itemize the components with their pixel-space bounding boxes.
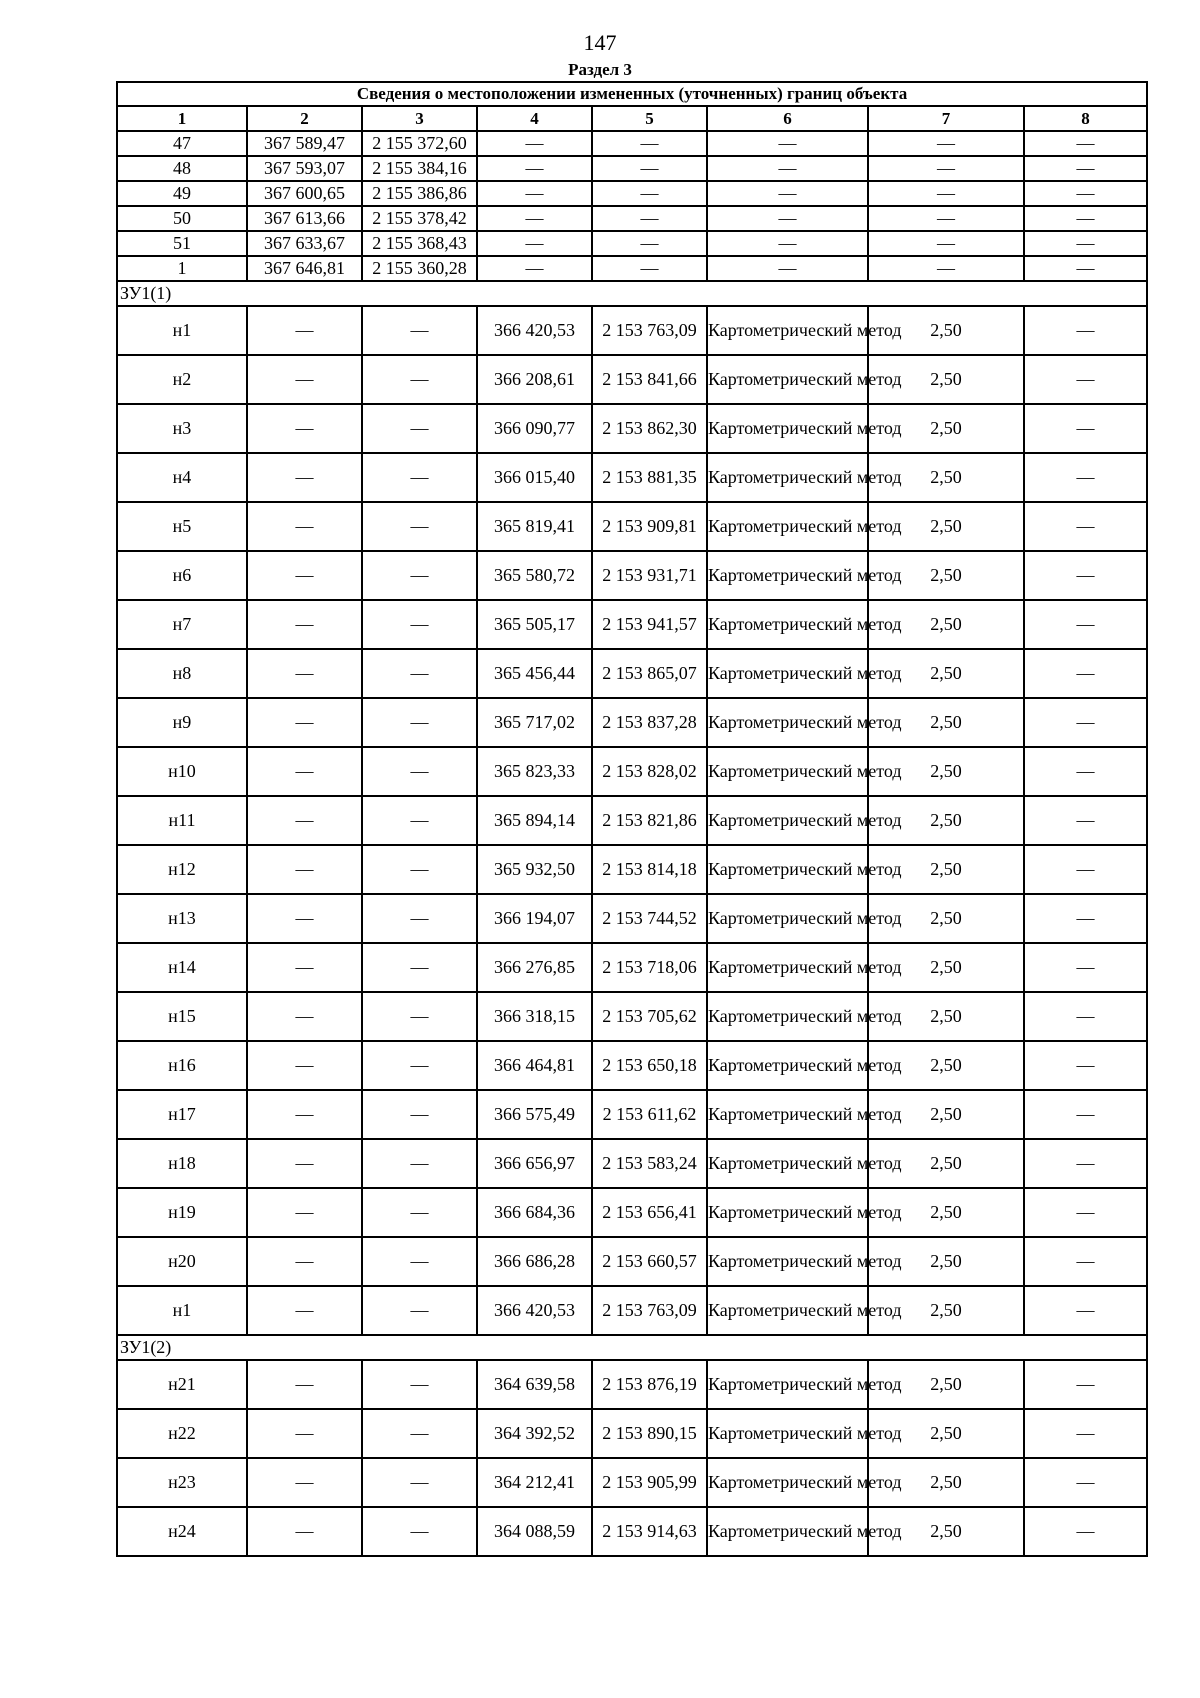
existing-x-cell: — — [247, 698, 362, 747]
new-y-cell: 2 153 763,09 — [592, 1286, 707, 1335]
determination-method-cell: Картометрический метод — [707, 502, 868, 551]
new-x-cell: 366 575,49 — [477, 1090, 592, 1139]
column-number: 8 — [1024, 106, 1147, 131]
table-row — [117, 1507, 1147, 1556]
existing-y-cell: — — [362, 1360, 477, 1409]
existing-x-cell: — — [247, 1237, 362, 1286]
new-x-cell: 365 580,72 — [477, 551, 592, 600]
existing-y-cell: — — [362, 551, 477, 600]
new-x-cell: 365 819,41 — [477, 502, 592, 551]
table-row — [117, 231, 1147, 256]
existing-x-cell: — — [247, 1090, 362, 1139]
existing-y-cell: — — [362, 747, 477, 796]
description-cell: — — [1024, 698, 1147, 747]
accuracy-cell: 2,50 — [868, 796, 1024, 845]
existing-y-cell: — — [362, 1041, 477, 1090]
description-cell: — — [1024, 231, 1147, 256]
existing-y-cell: — — [362, 1139, 477, 1188]
accuracy-cell: 2,50 — [868, 943, 1024, 992]
section-title: Раздел 3 — [568, 60, 632, 79]
point-number-cell: н16 — [117, 1041, 247, 1090]
table-row — [117, 181, 1147, 206]
existing-y-cell: — — [362, 453, 477, 502]
determination-method-cell: Картометрический метод — [707, 404, 868, 453]
table-row — [117, 156, 1147, 181]
point-number-cell: 51 — [117, 231, 247, 256]
determination-method-cell: Картометрический метод — [707, 698, 868, 747]
description-cell: — — [1024, 551, 1147, 600]
existing-x-cell: — — [247, 943, 362, 992]
accuracy-cell: 2,50 — [868, 894, 1024, 943]
description-cell: — — [1024, 943, 1147, 992]
existing-y-cell: — — [362, 306, 477, 355]
table-row — [117, 404, 1147, 453]
existing-x-cell: — — [247, 1286, 362, 1335]
existing-y-cell: 2 155 378,42 — [362, 206, 477, 231]
accuracy-cell: 2,50 — [868, 1286, 1024, 1335]
new-y-cell: — — [592, 156, 707, 181]
existing-x-cell: — — [247, 404, 362, 453]
determination-method-cell: Картометрический метод — [707, 1458, 868, 1507]
point-number-cell: 1 — [117, 256, 247, 281]
determination-method-cell: Картометрический метод — [707, 747, 868, 796]
description-cell: — — [1024, 1188, 1147, 1237]
new-y-cell: — — [592, 231, 707, 256]
table-row — [117, 943, 1147, 992]
table-row — [117, 453, 1147, 502]
new-y-cell: 2 153 931,71 — [592, 551, 707, 600]
new-y-cell: 2 153 914,63 — [592, 1507, 707, 1556]
new-x-cell: 365 823,33 — [477, 747, 592, 796]
existing-y-cell: 2 155 368,43 — [362, 231, 477, 256]
description-cell: — — [1024, 206, 1147, 231]
determination-method-cell: Картометрический метод — [707, 551, 868, 600]
table-row — [117, 1090, 1147, 1139]
new-y-cell: 2 153 656,41 — [592, 1188, 707, 1237]
new-y-cell: 2 153 660,57 — [592, 1237, 707, 1286]
new-x-cell: 365 717,02 — [477, 698, 592, 747]
existing-x-cell: 367 589,47 — [247, 131, 362, 156]
table-body — [117, 82, 1147, 1556]
point-number-cell: н8 — [117, 649, 247, 698]
group-row — [117, 1335, 1147, 1360]
determination-method-cell: Картометрический метод — [707, 992, 868, 1041]
description-cell: — — [1024, 1458, 1147, 1507]
description-cell: — — [1024, 747, 1147, 796]
new-y-cell: 2 153 862,30 — [592, 404, 707, 453]
existing-x-cell: — — [247, 600, 362, 649]
point-number-cell: н23 — [117, 1458, 247, 1507]
new-x-cell: — — [477, 231, 592, 256]
new-x-cell: — — [477, 131, 592, 156]
accuracy-cell: — — [868, 231, 1024, 256]
description-cell: — — [1024, 404, 1147, 453]
new-x-cell: 365 505,17 — [477, 600, 592, 649]
determination-method-cell: Картометрический метод — [707, 1237, 868, 1286]
point-number-cell: н14 — [117, 943, 247, 992]
new-x-cell: 366 318,15 — [477, 992, 592, 1041]
new-y-cell: — — [592, 206, 707, 231]
new-y-cell: 2 153 744,52 — [592, 894, 707, 943]
existing-y-cell: 2 155 372,60 — [362, 131, 477, 156]
boundary-coordinates-table — [116, 81, 1148, 1557]
existing-x-cell: — — [247, 1139, 362, 1188]
point-number-cell: н4 — [117, 453, 247, 502]
determination-method-cell: Картометрический метод — [707, 1409, 868, 1458]
new-y-cell: 2 153 909,81 — [592, 502, 707, 551]
point-number-cell: н1 — [117, 306, 247, 355]
new-x-cell: 365 894,14 — [477, 796, 592, 845]
description-cell: — — [1024, 502, 1147, 551]
accuracy-cell: — — [868, 181, 1024, 206]
existing-x-cell: 367 600,65 — [247, 181, 362, 206]
new-x-cell: — — [477, 206, 592, 231]
existing-y-cell: — — [362, 796, 477, 845]
existing-y-cell: 2 155 360,28 — [362, 256, 477, 281]
accuracy-cell: — — [868, 256, 1024, 281]
point-number-cell: н6 — [117, 551, 247, 600]
existing-y-cell: — — [362, 1090, 477, 1139]
determination-method-cell: Картометрический метод — [707, 1188, 868, 1237]
existing-y-cell: — — [362, 1458, 477, 1507]
description-cell: — — [1024, 1041, 1147, 1090]
existing-y-cell: — — [362, 992, 477, 1041]
existing-x-cell: — — [247, 747, 362, 796]
accuracy-cell: 2,50 — [868, 747, 1024, 796]
new-y-cell: 2 153 650,18 — [592, 1041, 707, 1090]
table-row — [117, 1188, 1147, 1237]
existing-x-cell: — — [247, 551, 362, 600]
point-number-cell: н12 — [117, 845, 247, 894]
existing-x-cell: — — [247, 502, 362, 551]
existing-x-cell: — — [247, 453, 362, 502]
point-number-cell: н22 — [117, 1409, 247, 1458]
point-number-cell: 49 — [117, 181, 247, 206]
existing-x-cell: — — [247, 1409, 362, 1458]
determination-method-cell: — — [707, 181, 868, 206]
table-row — [117, 131, 1147, 156]
description-cell: — — [1024, 845, 1147, 894]
table-row — [117, 1360, 1147, 1409]
table-row — [117, 796, 1147, 845]
existing-y-cell: 2 155 386,86 — [362, 181, 477, 206]
existing-y-cell: — — [362, 1188, 477, 1237]
table-row — [117, 894, 1147, 943]
new-x-cell: 366 194,07 — [477, 894, 592, 943]
existing-y-cell: — — [362, 355, 477, 404]
point-number-cell: 50 — [117, 206, 247, 231]
new-x-cell: 366 420,53 — [477, 306, 592, 355]
description-cell: — — [1024, 894, 1147, 943]
new-y-cell: 2 153 837,28 — [592, 698, 707, 747]
group-row — [117, 281, 1147, 306]
accuracy-cell: 2,50 — [868, 1090, 1024, 1139]
existing-y-cell: — — [362, 894, 477, 943]
new-y-cell: 2 153 828,02 — [592, 747, 707, 796]
description-cell: — — [1024, 181, 1147, 206]
existing-y-cell: — — [362, 1507, 477, 1556]
table-row — [117, 1286, 1147, 1335]
point-number-cell: 48 — [117, 156, 247, 181]
point-number-cell: н5 — [117, 502, 247, 551]
accuracy-cell: 2,50 — [868, 698, 1024, 747]
accuracy-cell: — — [868, 156, 1024, 181]
table-row — [117, 1139, 1147, 1188]
point-number-cell: н20 — [117, 1237, 247, 1286]
accuracy-cell: — — [868, 131, 1024, 156]
description-cell: — — [1024, 1090, 1147, 1139]
group-label: ЗУ1(1) — [117, 281, 1147, 306]
table-row — [117, 1237, 1147, 1286]
new-y-cell: 2 153 865,07 — [592, 649, 707, 698]
new-y-cell: 2 153 705,62 — [592, 992, 707, 1041]
determination-method-cell: Картометрический метод — [707, 649, 868, 698]
point-number-cell: н1 — [117, 1286, 247, 1335]
table-row — [117, 1041, 1147, 1090]
description-cell: — — [1024, 131, 1147, 156]
existing-x-cell: — — [247, 355, 362, 404]
table-row — [117, 306, 1147, 355]
existing-x-cell: — — [247, 1188, 362, 1237]
new-x-cell: 366 276,85 — [477, 943, 592, 992]
description-cell: — — [1024, 355, 1147, 404]
table-row — [117, 1458, 1147, 1507]
new-x-cell: — — [477, 156, 592, 181]
accuracy-cell: 2,50 — [868, 600, 1024, 649]
accuracy-cell: 2,50 — [868, 1360, 1024, 1409]
table-row — [117, 355, 1147, 404]
new-x-cell: 364 639,58 — [477, 1360, 592, 1409]
new-x-cell: 366 090,77 — [477, 404, 592, 453]
description-cell: — — [1024, 992, 1147, 1041]
group-label: ЗУ1(2) — [117, 1335, 1147, 1360]
determination-method-cell: Картометрический метод — [707, 600, 868, 649]
existing-x-cell: — — [247, 1458, 362, 1507]
determination-method-cell: — — [707, 206, 868, 231]
existing-x-cell: — — [247, 1507, 362, 1556]
accuracy-cell: 2,50 — [868, 502, 1024, 551]
column-number: 1 — [117, 106, 247, 131]
existing-x-cell: — — [247, 796, 362, 845]
accuracy-cell: 2,50 — [868, 453, 1024, 502]
point-number-cell: н18 — [117, 1139, 247, 1188]
new-y-cell: 2 153 890,15 — [592, 1409, 707, 1458]
existing-y-cell: — — [362, 649, 477, 698]
existing-y-cell: 2 155 384,16 — [362, 156, 477, 181]
new-y-cell: 2 153 583,24 — [592, 1139, 707, 1188]
description-cell: — — [1024, 156, 1147, 181]
description-cell: — — [1024, 649, 1147, 698]
accuracy-cell: 2,50 — [868, 1409, 1024, 1458]
description-cell: — — [1024, 1360, 1147, 1409]
new-y-cell: 2 153 611,62 — [592, 1090, 707, 1139]
accuracy-cell: 2,50 — [868, 355, 1024, 404]
table-row — [117, 256, 1147, 281]
column-number-row — [117, 106, 1147, 131]
description-cell: — — [1024, 796, 1147, 845]
column-number: 5 — [592, 106, 707, 131]
new-x-cell: 366 686,28 — [477, 1237, 592, 1286]
determination-method-cell: Картометрический метод — [707, 1139, 868, 1188]
new-y-cell: 2 153 905,99 — [592, 1458, 707, 1507]
accuracy-cell: 2,50 — [868, 306, 1024, 355]
table-row — [117, 551, 1147, 600]
existing-y-cell: — — [362, 600, 477, 649]
description-cell: — — [1024, 453, 1147, 502]
point-number-cell: 47 — [117, 131, 247, 156]
determination-method-cell: — — [707, 256, 868, 281]
new-x-cell: 366 420,53 — [477, 1286, 592, 1335]
existing-x-cell: 367 593,07 — [247, 156, 362, 181]
description-cell: — — [1024, 1286, 1147, 1335]
accuracy-cell: 2,50 — [868, 992, 1024, 1041]
column-number: 6 — [707, 106, 868, 131]
table-row — [117, 502, 1147, 551]
determination-method-cell: — — [707, 156, 868, 181]
point-number-cell: н10 — [117, 747, 247, 796]
determination-method-cell: Картометрический метод — [707, 1507, 868, 1556]
column-number: 2 — [247, 106, 362, 131]
existing-x-cell: — — [247, 306, 362, 355]
determination-method-cell: Картометрический метод — [707, 894, 868, 943]
column-number: 3 — [362, 106, 477, 131]
existing-x-cell: — — [247, 1041, 362, 1090]
description-cell: — — [1024, 1139, 1147, 1188]
determination-method-cell: Картометрический метод — [707, 453, 868, 502]
point-number-cell: н7 — [117, 600, 247, 649]
point-number-cell: н11 — [117, 796, 247, 845]
accuracy-cell: 2,50 — [868, 1458, 1024, 1507]
table-row — [117, 649, 1147, 698]
accuracy-cell: 2,50 — [868, 1188, 1024, 1237]
new-y-cell: — — [592, 131, 707, 156]
description-cell: — — [1024, 256, 1147, 281]
accuracy-cell: 2,50 — [868, 1041, 1024, 1090]
table-row — [117, 845, 1147, 894]
description-cell: — — [1024, 1507, 1147, 1556]
determination-method-cell: Картометрический метод — [707, 845, 868, 894]
determination-method-cell: Картометрический метод — [707, 1286, 868, 1335]
point-number-cell: н19 — [117, 1188, 247, 1237]
existing-y-cell: — — [362, 845, 477, 894]
determination-method-cell: Картометрический метод — [707, 306, 868, 355]
table-caption: Сведения о местоположении измененных (уточненных) границ объекта — [117, 82, 1147, 106]
existing-y-cell: — — [362, 502, 477, 551]
new-y-cell: 2 153 763,09 — [592, 306, 707, 355]
new-x-cell: 364 392,52 — [477, 1409, 592, 1458]
existing-x-cell: 367 613,66 — [247, 206, 362, 231]
existing-x-cell: — — [247, 1360, 362, 1409]
point-number-cell: н21 — [117, 1360, 247, 1409]
existing-x-cell: 367 633,67 — [247, 231, 362, 256]
new-x-cell: 366 684,36 — [477, 1188, 592, 1237]
accuracy-cell: 2,50 — [868, 404, 1024, 453]
determination-method-cell: Картометрический метод — [707, 1090, 868, 1139]
new-y-cell: 2 153 941,57 — [592, 600, 707, 649]
new-x-cell: 366 464,81 — [477, 1041, 592, 1090]
new-x-cell: — — [477, 181, 592, 206]
determination-method-cell: — — [707, 231, 868, 256]
new-x-cell: 365 456,44 — [477, 649, 592, 698]
determination-method-cell: Картометрический метод — [707, 355, 868, 404]
new-x-cell: 366 656,97 — [477, 1139, 592, 1188]
column-number: 4 — [477, 106, 592, 131]
table-row — [117, 747, 1147, 796]
new-x-cell: 366 208,61 — [477, 355, 592, 404]
accuracy-cell: — — [868, 206, 1024, 231]
table-row — [117, 600, 1147, 649]
description-cell: — — [1024, 306, 1147, 355]
new-x-cell: 366 015,40 — [477, 453, 592, 502]
determination-method-cell: Картометрический метод — [707, 1360, 868, 1409]
new-x-cell: 365 932,50 — [477, 845, 592, 894]
new-x-cell: 364 212,41 — [477, 1458, 592, 1507]
existing-y-cell: — — [362, 1237, 477, 1286]
new-y-cell: 2 153 876,19 — [592, 1360, 707, 1409]
accuracy-cell: 2,50 — [868, 551, 1024, 600]
existing-y-cell: — — [362, 698, 477, 747]
determination-method-cell: Картометрический метод — [707, 796, 868, 845]
existing-x-cell: — — [247, 845, 362, 894]
existing-x-cell: — — [247, 894, 362, 943]
new-y-cell: 2 153 821,86 — [592, 796, 707, 845]
description-cell: — — [1024, 1409, 1147, 1458]
table-caption-row — [117, 82, 1147, 106]
new-y-cell: 2 153 841,66 — [592, 355, 707, 404]
determination-method-cell: — — [707, 131, 868, 156]
table-row — [117, 1409, 1147, 1458]
existing-y-cell: — — [362, 1409, 477, 1458]
accuracy-cell: 2,50 — [868, 649, 1024, 698]
new-y-cell: 2 153 814,18 — [592, 845, 707, 894]
table-row — [117, 206, 1147, 231]
accuracy-cell: 2,50 — [868, 1507, 1024, 1556]
new-y-cell: 2 153 881,35 — [592, 453, 707, 502]
table-row — [117, 698, 1147, 747]
new-x-cell: — — [477, 256, 592, 281]
determination-method-cell: Картометрический метод — [707, 1041, 868, 1090]
new-y-cell: — — [592, 256, 707, 281]
existing-y-cell: — — [362, 943, 477, 992]
existing-x-cell: — — [247, 992, 362, 1041]
point-number-cell: н15 — [117, 992, 247, 1041]
existing-y-cell: — — [362, 404, 477, 453]
determination-method-cell: Картометрический метод — [707, 943, 868, 992]
point-number-cell: н13 — [117, 894, 247, 943]
point-number-cell: н3 — [117, 404, 247, 453]
new-y-cell: 2 153 718,06 — [592, 943, 707, 992]
new-x-cell: 364 088,59 — [477, 1507, 592, 1556]
description-cell: — — [1024, 600, 1147, 649]
existing-x-cell: — — [247, 649, 362, 698]
accuracy-cell: 2,50 — [868, 1139, 1024, 1188]
table-row — [117, 992, 1147, 1041]
point-number-cell: н17 — [117, 1090, 247, 1139]
accuracy-cell: 2,50 — [868, 845, 1024, 894]
description-cell: — — [1024, 1237, 1147, 1286]
new-y-cell: — — [592, 181, 707, 206]
point-number-cell: н9 — [117, 698, 247, 747]
column-number: 7 — [868, 106, 1024, 131]
page-number: 147 — [583, 30, 617, 55]
accuracy-cell: 2,50 — [868, 1237, 1024, 1286]
point-number-cell: н24 — [117, 1507, 247, 1556]
existing-y-cell: — — [362, 1286, 477, 1335]
existing-x-cell: 367 646,81 — [247, 256, 362, 281]
point-number-cell: н2 — [117, 355, 247, 404]
